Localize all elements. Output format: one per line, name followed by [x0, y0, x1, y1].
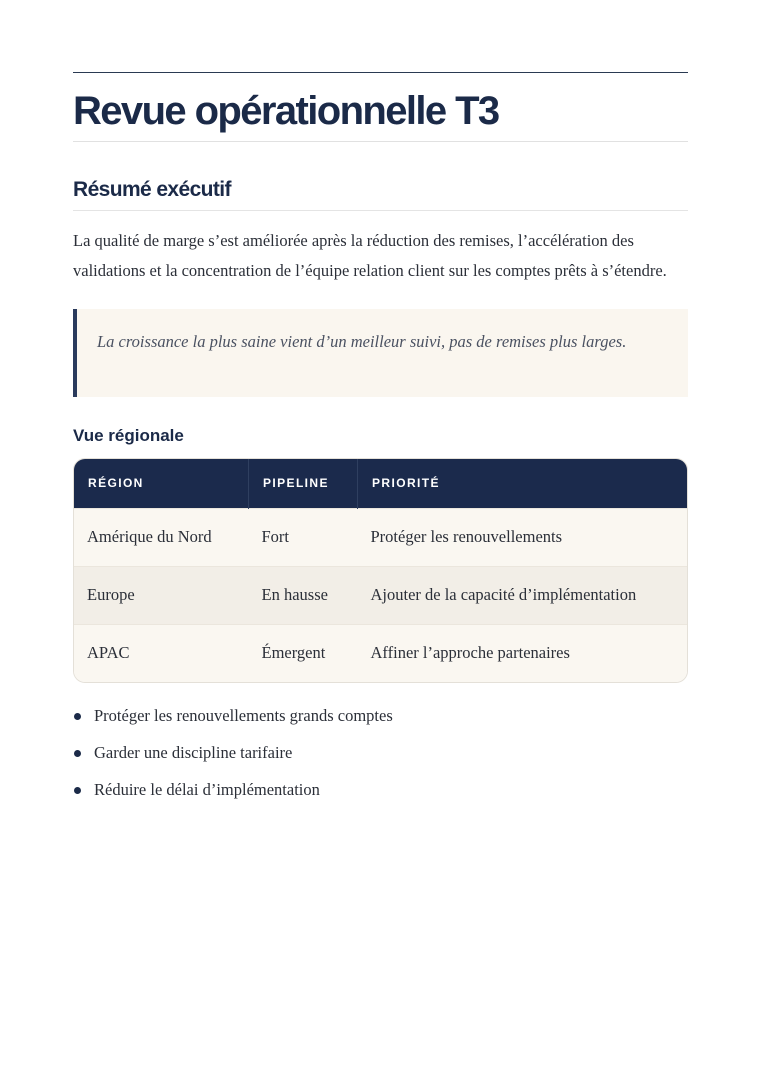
bullet-icon [74, 713, 81, 720]
cell-region: APAC [74, 624, 249, 682]
cell-priority: Affiner l’approche partenaires [358, 624, 688, 682]
cell-pipeline: Émergent [249, 624, 358, 682]
summary-heading: Résumé exécutif [73, 178, 231, 201]
list-item-text: Garder une discipline tarifaire [94, 742, 293, 762]
cell-pipeline: En hausse [249, 566, 358, 624]
column-header-priority: PRIORITÉ [372, 476, 440, 490]
cell-priority: Ajouter de la capacité d’implémentation [358, 566, 688, 624]
table-header-row [74, 459, 687, 509]
table-row [74, 566, 687, 624]
table-row [74, 508, 687, 566]
regional-table [73, 458, 688, 683]
column-header-pipeline: PIPELINE [249, 459, 358, 509]
top-divider [73, 72, 688, 73]
page-title: Revue opérationnelle T3 [73, 89, 499, 133]
pull-quote: La croissance la plus saine vient d’un meilleur suivi, pas de remises plus larges. [73, 309, 688, 397]
bullet-icon [74, 750, 81, 757]
list-item [73, 742, 688, 779]
title-divider [73, 141, 688, 142]
list-item [73, 779, 688, 816]
summary-paragraph: La qualité de marge s’est améliorée après la réduction des remises, l’accélération des validations et la concentration de l’équipe relation client sur les comptes prêts à s’étendre. [73, 231, 667, 280]
regional-heading: Vue régionale [73, 425, 184, 445]
summary-divider [73, 210, 688, 211]
cell-region: Amérique du Nord [74, 508, 249, 566]
bullet-icon [74, 787, 81, 794]
document-page [73, 72, 688, 816]
list-item [73, 705, 688, 742]
cell-pipeline: Fort [249, 508, 358, 566]
list-item-text: Réduire le délai d’implémentation [94, 779, 320, 799]
cell-priority: Protéger les renouvellements [358, 508, 688, 566]
bullet-list [73, 705, 688, 816]
cell-region: Europe [74, 566, 249, 624]
column-header-region: RÉGION [74, 459, 249, 509]
list-item-text: Protéger les renouvellements grands comptes [94, 705, 393, 725]
table-row [74, 624, 687, 682]
